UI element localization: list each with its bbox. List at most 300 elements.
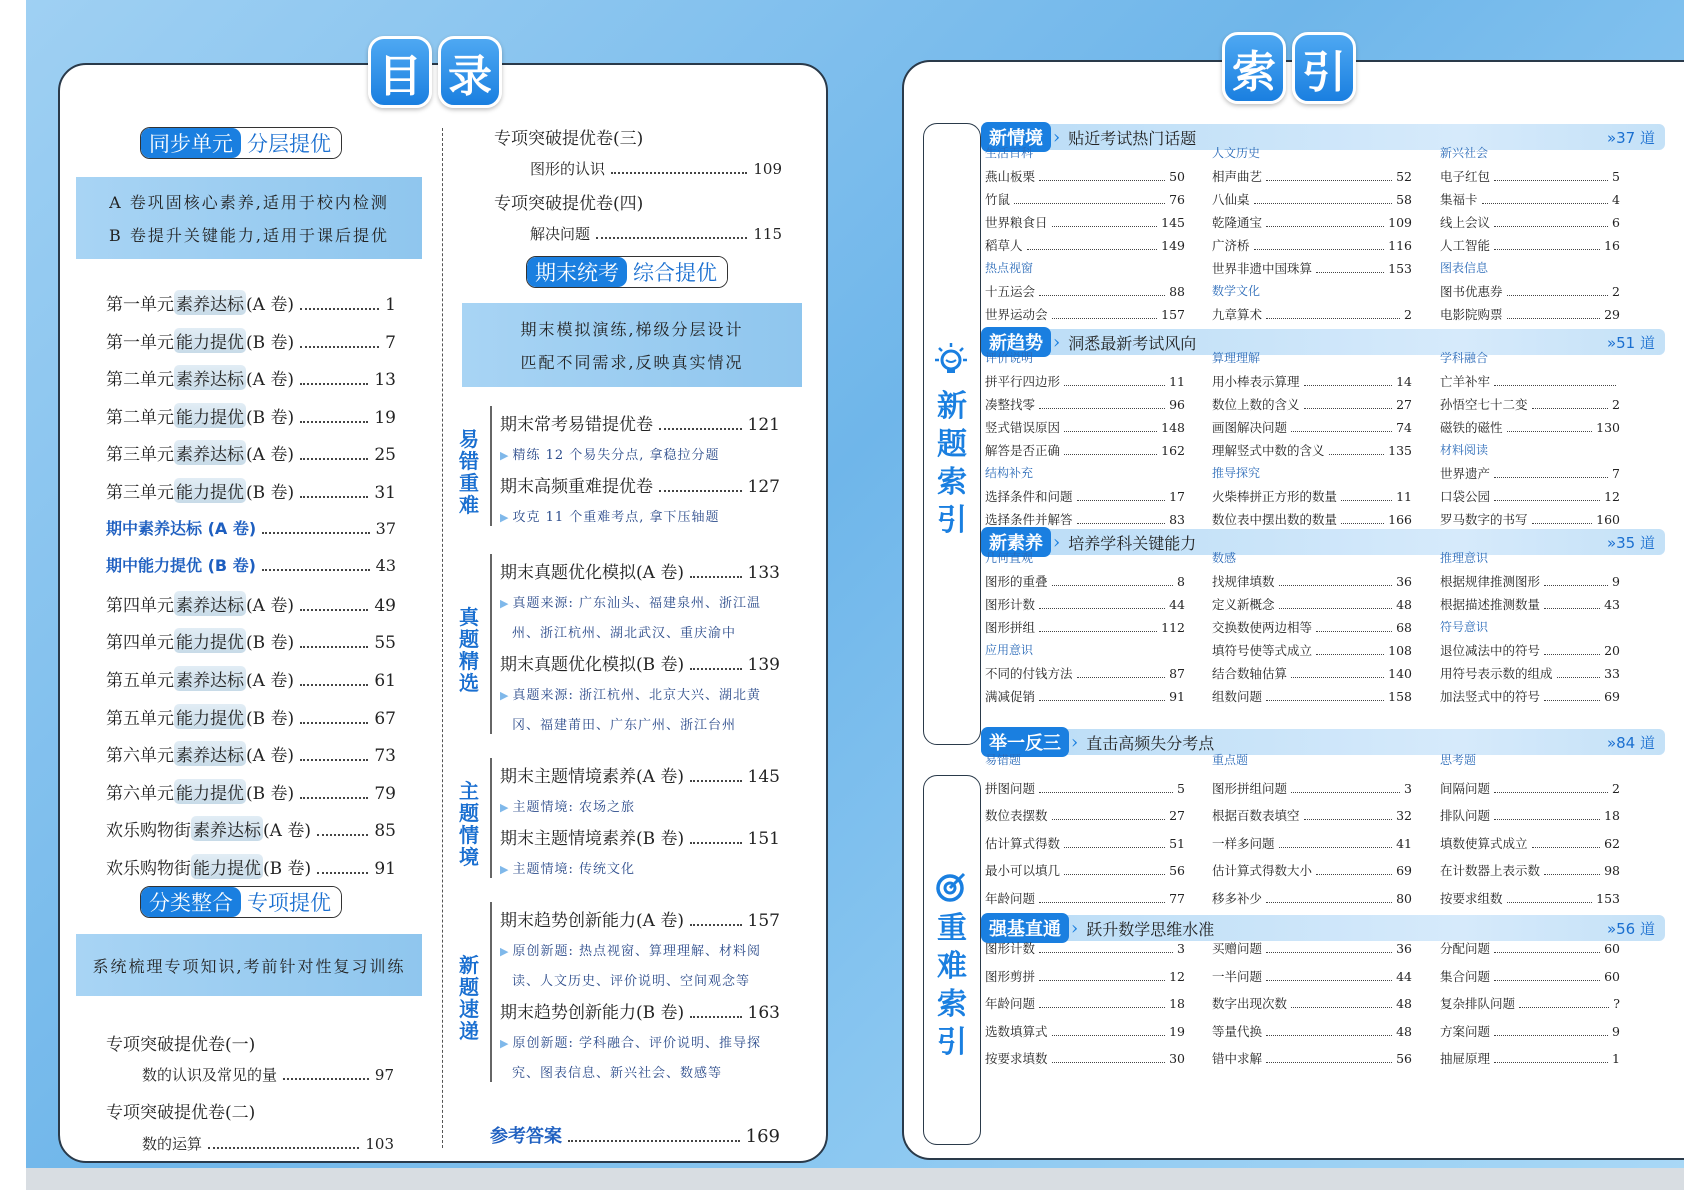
index-entry[interactable] (1212, 418, 1412, 436)
page-number: 60 (1604, 941, 1620, 956)
index-entry[interactable] (985, 418, 1185, 436)
entry-title: 世界粮食日 (985, 215, 1048, 230)
leader-dots (1039, 902, 1165, 903)
entry-title: 组数问题 (1212, 689, 1263, 704)
pill-secondary: 专项提优 (241, 887, 341, 917)
index-entry[interactable] (1440, 687, 1620, 705)
index-entry[interactable] (985, 305, 1185, 323)
entry-note (500, 938, 761, 966)
entry-title: 错中求解 (1212, 1051, 1263, 1066)
index-category: 学科融合 (1440, 351, 1489, 365)
page-number: 2 (1612, 780, 1620, 796)
index-category: 符号意识 (1440, 620, 1489, 634)
index-category: 评价说明 (985, 351, 1034, 365)
index-entry[interactable] (1212, 664, 1412, 682)
entry-title: 按要求组数 (1440, 890, 1503, 906)
toc-entry[interactable] (500, 998, 780, 1023)
page-number: 18 (1169, 996, 1185, 1011)
section-tag: 强基直通 (981, 913, 1069, 943)
section-count: »56 道 (1606, 919, 1655, 938)
index-entry[interactable] (1440, 236, 1620, 254)
new-index-label (932, 388, 972, 540)
page-number: 115 (753, 225, 782, 243)
index-entry[interactable] (1440, 664, 1620, 682)
toc-entry[interactable] (106, 816, 396, 841)
entry-title: 数的认识及常见的量 (142, 1066, 278, 1084)
entry-highlight: 能力提优 (174, 403, 246, 428)
entry-title: 图形计数 (985, 597, 1036, 612)
index-entry[interactable] (985, 967, 1185, 985)
index-category: 算理理解 (1212, 351, 1261, 365)
entry-suffix: (B 卷) (246, 708, 295, 729)
index-entry[interactable] (1212, 572, 1412, 590)
page-number: 73 (374, 746, 396, 767)
leader-dots (300, 383, 368, 385)
entry-title: 线上会议 (1440, 215, 1491, 230)
index-entry[interactable] (1212, 441, 1412, 459)
leader-dots (1279, 585, 1393, 586)
index-entry[interactable] (1440, 167, 1620, 185)
entry-prefix: 期中能力提优 (B 卷) (106, 556, 256, 576)
leader-dots (1064, 385, 1165, 386)
index-entry[interactable] (985, 1022, 1185, 1040)
page-number: 4 (1612, 192, 1620, 207)
index-entry[interactable] (1440, 305, 1620, 323)
entry-title: 拼平行四边形 (985, 374, 1061, 389)
index-entry[interactable] (985, 441, 1185, 459)
index-entry[interactable] (1212, 190, 1412, 208)
toc-entry[interactable] (106, 403, 396, 428)
leader-dots (1077, 500, 1166, 501)
index-entry[interactable] (1440, 282, 1620, 300)
index-entry[interactable] (985, 687, 1185, 705)
entry-prefix: 欢乐购物街 (106, 859, 191, 879)
index-entry[interactable] (1212, 487, 1412, 505)
entry-prefix: 第五单元 (106, 708, 174, 729)
note-text: 读、人文历史、评价说明、空间观念等 (512, 974, 751, 989)
special-heading: 专项突破提优卷(四) (494, 194, 644, 214)
entry-suffix: (A 卷) (246, 595, 294, 616)
toc-entry[interactable] (106, 478, 396, 503)
leader-dots (1266, 226, 1384, 227)
section-tag: 举一反三 (981, 727, 1069, 757)
entry-title: 图形的认识 (530, 160, 606, 178)
index-entry[interactable] (1440, 190, 1620, 208)
entry-title: 用小棒表示算理 (1212, 374, 1300, 389)
entry-prefix: 第三单元 (106, 445, 174, 466)
index-entry[interactable] (1212, 595, 1412, 613)
entry-title: 最小可以填几 (985, 863, 1061, 878)
index-entry[interactable] (1212, 395, 1412, 413)
page-number: 20 (1604, 643, 1620, 658)
index-entry[interactable] (1440, 939, 1620, 957)
index-entry[interactable] (985, 861, 1185, 879)
index-entry[interactable] (1440, 779, 1620, 797)
index-entry[interactable] (985, 779, 1185, 797)
page-number: 62 (1604, 835, 1620, 851)
entry-title: 电子红包 (1440, 169, 1491, 184)
toc-entry[interactable] (500, 650, 780, 675)
index-entry[interactable] (1440, 464, 1620, 482)
index-entry[interactable] (985, 282, 1185, 300)
entry-title: 填符号使等式成立 (1212, 643, 1313, 658)
page-number: 121 (747, 415, 780, 435)
page-number: 109 (1388, 215, 1412, 230)
index-entry[interactable] (985, 190, 1185, 208)
page-number: 87 (1169, 666, 1185, 681)
page-number: 11 (1396, 489, 1412, 504)
toc-entry[interactable] (106, 591, 396, 616)
index-entry[interactable] (985, 510, 1185, 528)
index-entry[interactable] (1440, 889, 1620, 907)
leader-dots (1266, 1062, 1392, 1063)
index-entry[interactable] (985, 889, 1185, 907)
pill-secondary: 综合提优 (627, 257, 727, 287)
entry-note (500, 682, 761, 710)
page-number: 151 (747, 829, 780, 849)
index-entry[interactable] (1440, 572, 1620, 590)
note-text: 究、图表信息、新兴社会、数感等 (512, 1066, 723, 1081)
index-entry[interactable] (985, 1049, 1185, 1067)
leader-dots (1544, 874, 1600, 875)
leader-dots (1279, 847, 1393, 848)
index-entry[interactable] (985, 939, 1185, 957)
group-bar (490, 758, 492, 878)
leader-dots (1077, 677, 1166, 678)
page-number: 163 (747, 1003, 780, 1023)
entry-title: 期末趋势创新能力(B 卷) (500, 1003, 685, 1023)
toc-entry[interactable] (530, 223, 782, 244)
entry-title: 复杂排队问题 (1440, 996, 1516, 1011)
page-number: 3 (1404, 780, 1412, 796)
entry-suffix: (B 卷) (246, 783, 295, 804)
sync-banner (76, 177, 422, 259)
page-number: 16 (1604, 238, 1620, 253)
leader-dots (596, 237, 747, 239)
note-text: 真题来源: 广东汕头、福建泉州、浙江温 (512, 596, 761, 611)
entry-suffix: (A 卷) (246, 370, 294, 391)
entry-title: 数位表摆数 (985, 808, 1048, 823)
answers-entry[interactable] (490, 1122, 780, 1148)
index-title-char: 索 (1222, 32, 1286, 104)
leader-dots (1291, 431, 1392, 432)
arrow-icon: ▶ (500, 801, 510, 814)
toc-title-char: 录 (438, 36, 502, 108)
entry-prefix: 欢乐购物街 (106, 821, 191, 842)
toc-entry[interactable] (142, 1133, 394, 1154)
index-entry[interactable] (1440, 861, 1620, 879)
index-entry[interactable] (1212, 806, 1412, 824)
leader-dots (1266, 700, 1384, 701)
toc-entry[interactable] (106, 440, 396, 465)
page-number: 85 (374, 821, 396, 842)
index-entry[interactable] (985, 236, 1185, 254)
leader-dots (690, 668, 741, 670)
leader-dots (1304, 819, 1393, 820)
entry-title: 退位减法中的符号 (1440, 643, 1541, 658)
index-entry[interactable] (1212, 834, 1412, 852)
page-number: 91 (374, 859, 396, 879)
page-number: 37 (375, 518, 396, 538)
entry-title: 图形计数 (985, 941, 1036, 956)
index-entry[interactable] (1212, 687, 1412, 705)
entry-prefix: 第二单元 (106, 407, 174, 428)
leader-dots (1052, 318, 1158, 319)
page-number: 27 (1396, 397, 1412, 412)
index-entry[interactable] (1212, 779, 1412, 797)
index-entry[interactable] (1212, 1049, 1412, 1067)
page-number: 48 (1396, 996, 1412, 1011)
page-number: 80 (1396, 890, 1412, 906)
entry-title: 数位表中摆出数的数量 (1212, 512, 1338, 527)
page-number: 160 (1596, 512, 1620, 527)
leader-dots (1039, 608, 1165, 609)
index-entry[interactable] (1440, 1022, 1620, 1040)
index-entry[interactable] (1440, 641, 1620, 659)
entry-suffix: (A 卷) (246, 746, 294, 767)
index-entry[interactable] (1440, 967, 1620, 985)
entry-title: 人工智能 (1440, 238, 1491, 253)
entry-suffix: (A 卷) (263, 821, 311, 842)
section-pill-sync (140, 127, 342, 159)
index-entry[interactable] (1212, 1022, 1412, 1040)
pill-primary: 期末统考 (527, 257, 627, 287)
index-entry[interactable] (985, 994, 1185, 1012)
toc-entry[interactable] (500, 906, 780, 931)
page-number: 5 (1177, 780, 1185, 796)
group-label: 易错重难 (459, 427, 479, 517)
toc-entry[interactable] (106, 779, 396, 804)
note-text: 原创新题: 学科融合、评价说明、推导探 (512, 1036, 761, 1051)
toc-entry[interactable] (106, 516, 396, 539)
leader-dots (1544, 700, 1600, 701)
entry-title: 根据规律推测图形 (1440, 574, 1541, 589)
index-entry[interactable] (985, 167, 1185, 185)
leader-dots (690, 780, 742, 782)
entry-highlight: 能力提优 (174, 478, 246, 503)
index-entry[interactable] (1212, 861, 1412, 879)
index-entry[interactable] (1212, 372, 1412, 390)
entry-prefix: 第六单元 (106, 746, 174, 767)
page-number: 9 (1612, 574, 1620, 589)
entry-note (500, 794, 635, 822)
key-index-label (932, 910, 972, 1062)
index-category: 人文历史 (1212, 146, 1261, 160)
index-entry[interactable] (985, 395, 1185, 413)
leader-dots (1266, 952, 1392, 953)
leader-dots (208, 1147, 359, 1149)
leader-dots (1494, 385, 1616, 386)
page-number: 1 (1612, 1051, 1620, 1066)
leader-dots (1052, 226, 1158, 227)
arrow-icon: ▶ (500, 945, 510, 958)
index-section-header (985, 915, 1665, 941)
entry-title: 理解竖式中数的含义 (1212, 443, 1325, 458)
toc-entry[interactable] (106, 704, 396, 729)
page-number: 7 (385, 332, 396, 353)
leader-dots (1507, 902, 1593, 903)
index-entry[interactable] (1212, 939, 1412, 957)
index-category: 重点题 (1212, 753, 1249, 767)
entry-suffix: (B 卷) (246, 332, 295, 353)
page-number: 67 (374, 708, 396, 729)
index-entry[interactable] (1212, 618, 1412, 636)
index-entry[interactable] (1212, 967, 1412, 985)
entry-prefix: 第一单元 (106, 295, 174, 315)
toc-entry[interactable] (106, 365, 396, 390)
entry-title: 世界非遗中国珠算 (1212, 261, 1313, 276)
entry-title: 口袋公园 (1440, 489, 1491, 504)
toc-entry[interactable] (500, 472, 780, 497)
leader-dots (1494, 477, 1608, 478)
index-entry[interactable] (1212, 889, 1412, 907)
toc-entry[interactable] (106, 741, 396, 766)
page-number: 77 (1169, 890, 1185, 906)
index-entry[interactable] (985, 806, 1185, 824)
index-category: 生活百科 (985, 146, 1034, 160)
page-number: 68 (1396, 620, 1412, 635)
index-entry[interactable] (985, 372, 1185, 390)
toc-entry[interactable] (500, 762, 780, 787)
index-entry[interactable] (1212, 213, 1412, 231)
entry-highlight: 素养达标 (174, 666, 246, 691)
pill-secondary: 分层提优 (241, 128, 341, 158)
index-entry[interactable] (1212, 167, 1412, 185)
index-entry[interactable] (1212, 510, 1412, 528)
page-number: 25 (374, 445, 396, 466)
index-entry[interactable] (1212, 641, 1412, 659)
entry-highlight: 素养达标 (174, 290, 246, 315)
index-entry[interactable] (1212, 994, 1412, 1012)
toc-entry[interactable] (500, 558, 780, 583)
page-number: 55 (374, 633, 396, 654)
leader-dots (1507, 431, 1593, 432)
toc-entry[interactable] (500, 410, 780, 435)
index-entry[interactable] (1440, 595, 1620, 613)
special-heading: 专项突破提优卷(三) (494, 129, 644, 149)
leader-dots (1544, 608, 1600, 609)
toc-entry[interactable] (500, 824, 780, 849)
entry-title: 期末高频重难提优卷 (500, 477, 653, 497)
leader-dots (1039, 980, 1165, 981)
toc-entry[interactable] (106, 854, 396, 879)
leader-dots (1532, 408, 1609, 409)
index-entry[interactable] (1440, 1049, 1620, 1067)
toc-entry[interactable] (106, 290, 396, 315)
entry-note (500, 504, 720, 532)
entry-title: 在计数器上表示数 (1440, 863, 1541, 878)
page-number: 29 (1604, 307, 1620, 322)
page-number: 32 (1396, 808, 1412, 823)
toc-entry[interactable] (142, 1064, 394, 1085)
leader-dots (300, 496, 368, 498)
column-divider (442, 128, 443, 1148)
entry-title: 期末真题优化模拟(A 卷) (500, 563, 684, 583)
page-number: 153 (1388, 261, 1412, 276)
index-entry[interactable] (1212, 305, 1412, 323)
page-number: 98 (1604, 863, 1620, 878)
leader-dots (1507, 318, 1601, 319)
arrow-icon: ▶ (500, 449, 510, 462)
index-entry[interactable] (985, 834, 1185, 852)
leader-dots (1532, 523, 1593, 524)
leader-dots (300, 646, 368, 648)
index-entry[interactable] (1440, 806, 1620, 824)
entry-title: 移多补少 (1212, 890, 1263, 906)
entry-title: 一半问题 (1212, 968, 1263, 984)
leader-dots (1494, 1035, 1608, 1036)
toc-entry[interactable] (106, 628, 396, 653)
entry-title: 拼图问题 (985, 780, 1036, 796)
leader-dots (1266, 902, 1392, 903)
index-category: 新兴社会 (1440, 146, 1489, 160)
toc-entry[interactable] (106, 553, 396, 576)
entry-highlight: 素养达标 (174, 365, 246, 390)
entry-suffix: (B 卷) (246, 633, 295, 654)
index-entry[interactable] (1440, 834, 1620, 852)
index-entry[interactable] (1440, 510, 1620, 528)
entry-title: 不同的付钱方法 (985, 666, 1073, 681)
page-number: 19 (374, 407, 396, 428)
arrow-icon: ▶ (500, 689, 510, 702)
index-entry[interactable] (1212, 259, 1412, 277)
index-entry[interactable] (1440, 418, 1620, 436)
entry-title: 按要求填数 (985, 1051, 1048, 1066)
index-entry[interactable] (1440, 994, 1620, 1012)
leader-dots (1304, 408, 1393, 409)
index-entry[interactable] (1440, 395, 1620, 413)
page-number: 13 (374, 370, 396, 391)
banner-line: 期末模拟演练,梯级分层设计 (520, 320, 744, 339)
side-label-text: 新题索引 (937, 389, 967, 538)
entry-highlight: 能力提优 (174, 628, 246, 653)
entry-note (500, 1030, 761, 1058)
page-number: 145 (747, 767, 780, 787)
index-entry[interactable] (1440, 372, 1620, 390)
leader-dots (1494, 180, 1608, 181)
note-text: 主题情境: 农场之旅 (512, 800, 635, 815)
toc-entry[interactable] (106, 328, 396, 353)
note-text: 州、浙江杭州、湖北武汉、重庆渝中 (512, 626, 737, 641)
entry-prefix: 第三单元 (106, 483, 174, 503)
toc-entry[interactable] (106, 666, 396, 691)
index-entry[interactable] (985, 664, 1185, 682)
index-entry[interactable] (985, 487, 1185, 505)
index-entry[interactable] (1440, 213, 1620, 231)
leader-dots (1052, 819, 1166, 820)
index-entry[interactable] (985, 572, 1185, 590)
index-entry[interactable] (985, 618, 1185, 636)
page-number: 145 (1161, 215, 1185, 230)
index-entry[interactable] (1440, 487, 1620, 505)
page-number: 157 (747, 911, 780, 931)
entry-title: 期末主题情境素养(B 卷) (500, 829, 685, 849)
entry-highlight: 能力提优 (191, 854, 263, 879)
entry-title: 罗马数字的书写 (1440, 512, 1528, 527)
page-number: 5 (1612, 169, 1620, 184)
index-entry[interactable] (1212, 236, 1412, 254)
page-number: 36 (1396, 941, 1412, 956)
leader-dots (1254, 203, 1393, 204)
leader-dots (1507, 295, 1609, 296)
index-entry[interactable] (985, 213, 1185, 231)
toc-entry[interactable] (530, 158, 782, 179)
leader-dots (1039, 180, 1165, 181)
entry-highlight: 素养达标 (191, 816, 263, 841)
page-number: 148 (1161, 420, 1185, 435)
index-category: 数学文化 (1212, 284, 1261, 298)
index-entry[interactable] (985, 595, 1185, 613)
